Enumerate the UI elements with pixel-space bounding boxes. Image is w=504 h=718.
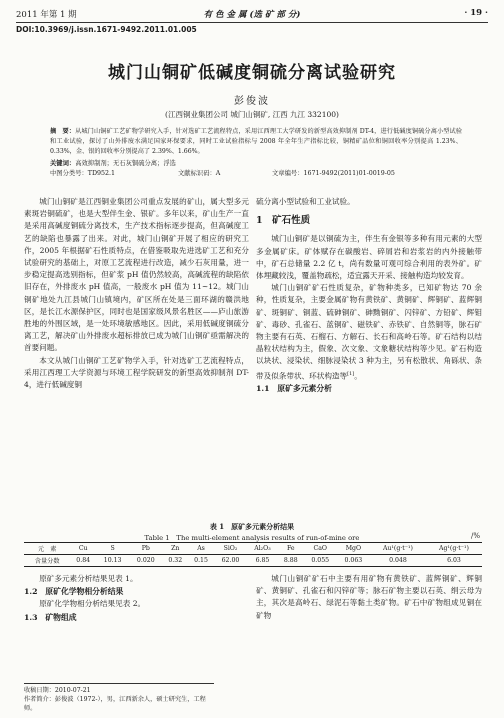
subsection-heading-1-2: 1.2 原矿化学物相分析结果 (24, 587, 124, 597)
table-cell: 10.13 (96, 555, 129, 567)
paper-title: 城门山铜矿低碱度铜硫分离试验研究 (108, 63, 396, 83)
ore-paragraph-2 (256, 282, 482, 382)
table-unit: /% (470, 532, 480, 540)
ore-paragraph-2-end: 。 (354, 371, 362, 381)
keywords-text: 高效抑制剂；无石灰铜硫分离；浮选 (75, 160, 176, 167)
ore-paragraph-2-text: 城门山铜矿矿石性质复杂，矿物种类多，已知矿物达 70 余种，性质复杂，主要金属矿物有黄铁矿、黄铜矿、辉铜矿、蓝辉铜矿、斑铜矿、铜蓝、硫砷铜矿、砷黝铜矿、闪锌矿、方铅矿、辉钼矿、毒砂、孔雀石、蓝铜矿、磁铁矿、赤铁矿、自然铜等，脉石矿物主要有石英、石榴石、方解石、长石和高岭石等。矿石结构以结晶粒状结构为主，假象、次文象、文象糖状结构等少见。矿石构造以块状、浸染状、细脉浸染状 3 种为主，另有松散状、角砾状、条带及似条带状、环状构造等 (256, 283, 482, 381)
table-header-cell: Cu (70, 543, 96, 555)
table-row (24, 555, 482, 567)
table-header-cell: MgO (337, 543, 370, 555)
table-header-cell: Zn (162, 543, 188, 555)
running-header (16, 8, 488, 23)
table-header-cell: S (96, 543, 129, 555)
table-cell: 0.020 (129, 555, 162, 567)
table-cell: 0.063 (337, 555, 370, 567)
subsection-heading-1-3: 1.3 矿物组成 (24, 612, 77, 622)
left-column-lower (24, 573, 249, 624)
author: 彭俊波 (234, 96, 270, 107)
right-column (256, 196, 482, 396)
table-cell: 6.03 (426, 555, 482, 567)
table-header-row (24, 543, 482, 555)
table2-reference: 原矿化学物相分析结果见表 2。 (39, 599, 146, 609)
multi-element-table (24, 542, 482, 567)
affiliation: (江西铜业集团公司 城门山铜矿, 江西 九江 332100) (165, 110, 339, 119)
received-date: 收稿日期：2010-07-21 (24, 687, 91, 694)
footnote (24, 683, 214, 713)
table-header-cell: SiO₂ (214, 543, 247, 555)
journal-name: 有 色 金 属 (选 矿 部 分) (203, 10, 301, 20)
table-header-cell: Fe (278, 543, 304, 555)
table-cell: 0.32 (162, 555, 188, 567)
section-heading-1: 1 矿石性质 (256, 215, 311, 227)
table-header-cell: As (188, 543, 214, 555)
table-header-cell: CaO (304, 543, 337, 555)
mineral-paragraph: 城门山铜矿矿石中主要有用矿物有黄铁矿、蓝辉铜矿、辉铜矿、黄铜矿、孔雀石和闪锌矿等；脉石矿物主要以石英、绢云母为主，其次是高岭石、绿泥石等黏土类矿物。矿石中矿物组成见铜在矿物 (256, 574, 482, 620)
left-column (24, 196, 249, 391)
table-cell: 8.88 (278, 555, 304, 567)
article-number: 文章编号：1671-9492(2011)01-0019-05 (272, 170, 395, 177)
table-header-cell: Au¹(g·t⁻¹) (370, 543, 426, 555)
clc-number: 中图分类号：TD952.1 (50, 170, 116, 177)
table-cell: 0.048 (370, 555, 426, 567)
table-cell: 62.00 (214, 555, 247, 567)
page-number: · 19 · (464, 8, 488, 18)
document-code: 文献标识码：A (178, 170, 221, 177)
table-cell: 0.15 (188, 555, 214, 567)
citation: [1] (347, 370, 355, 377)
ore-paragraph-1: 城门山铜矿是以铜硫为主，伴生有金银等多种有用元素的大型多金属矿床。矿体赋存在碳酸岩、碎屑岩和岩浆岩的内外接触带中，矿石总储量 2.2 亿 t，尚有数量可观可综合利用的表外矿。矿体埋藏较浅，覆盖物疏松，适宜露天开采、接触构造均较发育。 (256, 234, 482, 281)
table-header-cell: 元 素 (24, 543, 70, 555)
abstract-text: 从城门山铜矿工艺矿物学研究入手，针对选矿工艺流程特点，采用江西理工大学研发的新型高效抑制剂 DT-4，进行低碱度铜硫分离小型试验和工业试验，探讨了山外排废水满足国家环保要求，同时工业试验指标与 2008 年全年生产指标比较，铜精矿品位和铜回收率分别提高 1.23%、0.33%，金、银的回收率分别提高了 2.39%、1.66%。 (50, 128, 463, 155)
table-caption-en: Table 1 The multi-element analysis results of run-of-mine ore (144, 534, 360, 542)
table-header-cell: Ag¹(g·t⁻¹) (426, 543, 482, 555)
table-cell: 0.84 (70, 555, 96, 567)
table-caption-cn: 表 1 原矿多元素分析结果 (209, 522, 295, 531)
table-header-cell: Al₂O₃ (247, 543, 278, 555)
abstract (50, 127, 462, 156)
subsection-heading-1-1: 1.1 原矿多元素分析 (256, 384, 332, 394)
doi: DOI:10.3969/j.issn.1671-9492.2011.01.005 (16, 25, 197, 34)
table-cell: 0.055 (304, 555, 337, 567)
table-cell: 6.85 (247, 555, 278, 567)
author-bio: 作者简介：彭俊波（1972-），男，江西新余人，硕士研究生，工程师。 (24, 696, 206, 712)
table1-reference: 原矿多元素分析结果见表 1。 (39, 574, 138, 583)
intro-paragraph: 城门山铜矿是江西铜业集团公司重点发展的矿山，属大型多元素斑岩铜硫矿，也是大型伴生金、银矿。多年以来，矿山生产一直是采用高碱度铜硫分离技术，生产技术指标逐步提高，但高碱度工艺的缺陷也暴露了出来。对此，城门山铜矿开展了相应的研究工作，2005 年根据矿石性质特点，在借鉴吸取先进选矿工艺和充分试验研究的基础上，对原工艺流程进行改造，减少石灰用量，进一步稳定提高选别指标，但矿浆 pH 值仍然较高，高碱流程的缺陷依旧存在，外排废水 pH 值高，一般废水 pH 值为 11~12。城门山铜矿地处九江县城门山镇境内，矿区所在处是三面环湖的赣洪地区，是长江水源保护区，同时也是国家级风景名胜区——庐山旅游胜地的外围区域，是一处环境敏感地区。因此，采用低碱度铜硫分离工艺，解决矿山外排废水超标排放已成为城门山铜矿亟需解决的首要问题。 (24, 197, 249, 353)
abstract-label: 摘 要： (50, 128, 76, 135)
continued-text: 硫分离小型试验和工业试验。 (256, 197, 355, 206)
table-row-label: 含量分数 (24, 555, 70, 567)
table-header-cell: Pb (129, 543, 162, 555)
keywords (50, 158, 176, 167)
right-column-lower (256, 573, 482, 622)
intro-paragraph-2: 本文从城门山铜矿工艺矿物学入手，针对选矿工艺流程特点，采用江西理工大学资源与环境工程学院研发的新型高效抑制剂 DT-4，进行低碱度铜 (24, 355, 249, 390)
issue-label: 2011 年第 1 期 (16, 10, 77, 20)
keywords-label: 关键词： (50, 160, 76, 167)
